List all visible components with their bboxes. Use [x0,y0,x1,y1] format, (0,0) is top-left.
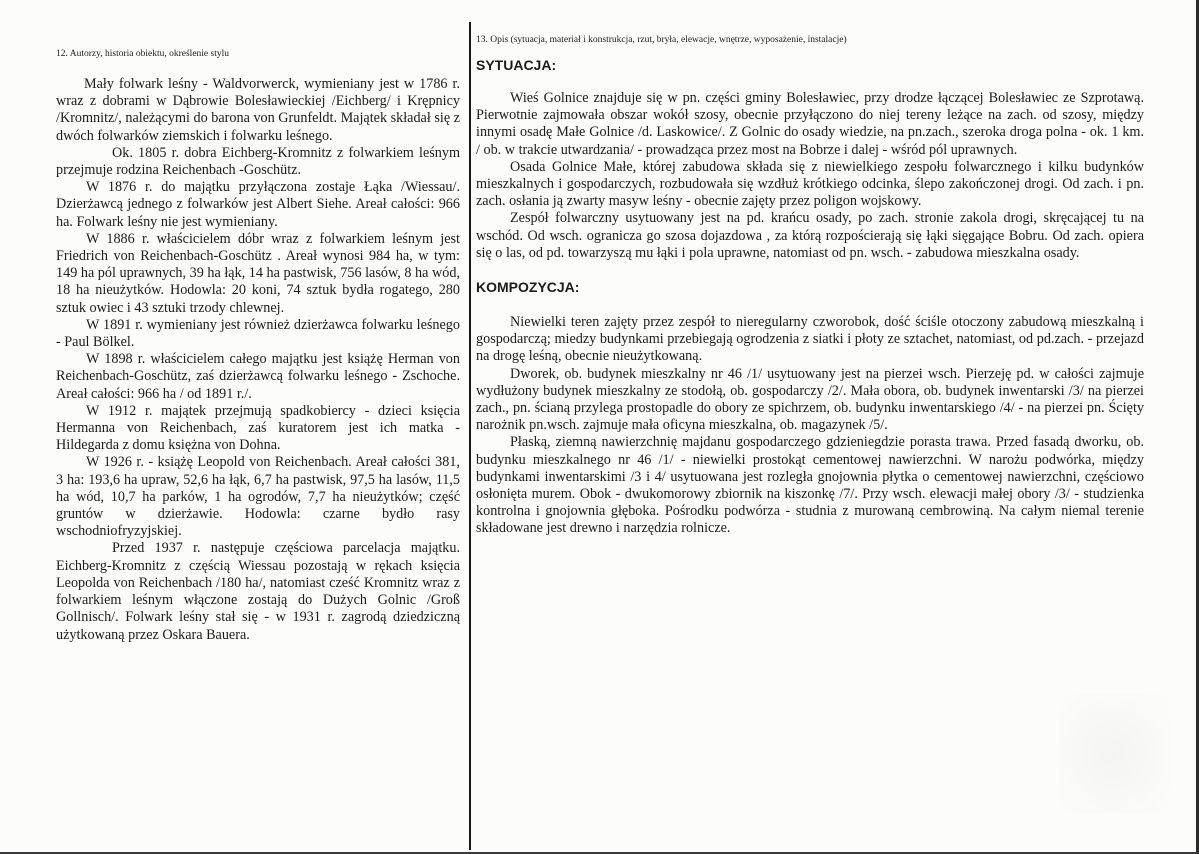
history-paragraph: Ok. 1805 r. dobra Eichberg-Kromnitz z folwarkiem leśnym przejmuje rodzina Reichenbach -Goschütz. [56,144,460,179]
sytuacja-paragraph: Zespół folwarczny usytuowany jest na pd. krańcu osady, po zach. stronie zakola drogi, skręcającej tu na wschód. Od wsch. ogranicza go szosa dojazdowa , za którą rozpościerają się łąki sięgające Bobru. Od zach. opiera się o las, od pd. towarzyszą mu łąki i pola uprawne, natomiast od pn. wsch. - zabudowa mieszkalna osady. [476,210,1144,261]
kompozycja-heading: KOMPOZYCJA: [476,279,580,296]
history-paragraph: W 1926 r. - książę Leopold von Reichenbach. Areał całości 381, 3 ha: 193,6 ha upraw, 52,6 ha łąk, 6,7 ha pastwisk, 97,5 ha lasów, 11,5 ha wód, 10,7 ha parków, 1 ha ogrodów, 7,7 ha nieużytków; część gruntów w dzierżawie. Hodowla: czarne bydło rasy wschodniofryzyjskiej. [56,454,460,540]
history-paragraph: Przed 1937 r. następuje częściowa parcelacja majątku. Eichberg-Kromnitz z częścią Wiessau pozostają w rękach księcia Leopolda von Reichenbach /180 ha/, natomiast cześć Kromnitz wraz z folwarkiem leśnym włączone zostają do Dużych Golnic /Groß Gollnisch/. Folwark leśny stał się - w 1931 r. zagrodą dziedziczną użytkowaną przez Oskara Bauera. [56,540,460,643]
section-12-header: 12. Autorzy, historia obiektu, określenie stylu [56,49,229,59]
section-13-header: 13. Opis (sytuacja, materiał i konstrukcja, rzut, bryła, elewacje, wnętrze, wyposażenie, instalacje) [476,35,847,45]
history-paragraph: W 1898 r. właścicielem całego majątku jest książę Herman von Reichenbach-Goschütz, zaś dzierżawcą folwarku leśnego - Zschoche. Areał całości: 966 ha / od 1891 r./. [56,351,460,402]
kompozycja-paragraph: Dworek, ob. budynek mieszkalny nr 46 /1/ usytuowany jest na pierzei wsch. Pierzeję pd. w całości zajmuje wydłużony budynek mieszkalny ze stodołą, ob. gospodarczy /2/. Mała obora, ob. budynek inwentarski /3/ na pierzei zach., pn. ścianą przylega prostopadle do obory ze spichrzem, ob. budynku inwentarskiego /4/ - na pierzei pn. Ścięty narożnik pn.wsch. zajmuje mała oficyna mieszkalna, ob. magazynek /5/. [476,365,1144,434]
sytuacja-heading: SYTUACJA: [476,57,557,73]
sytuacja-paragraph: Osada Golnice Małe, której zabudowa składa się z niewielkiego zespołu folwarcznego i kilku budynków mieszkalnych i gospodarczych, rozbudowała się wzdłuż krótkiego odcinka, ślepo zakończonej drogi. Od zach. i pn. zach. osłania ją zwarty masyw leśny - obecnie zajęty przez poligon wojskowy. [476,158,1144,210]
sytuacja-paragraph: Wieś Golnice znajduje się w pn. części gminy Bolesławiec, przy drodze łączącej Bolesławiec ze Szprotawą. Pierwotnie zajmowała obszar wokół szosy, obecnie przyłączono do niej tereny leżące na zach. od szosy, między innymi osadę Małe Golnice /d. Laskowice/. Z Golnic do osady wiedzie, na pn.zach., szeroka droga polna - ok. 1 km. / ob. w trakcie utwardzania/ - prowadząca przez most na Bobrze i dalej - wśród pól uprawnych. [476,90,1144,158]
history-paragraph: W 1912 r. majątek przejmują spadkobiercy - dzieci księcia Hermanna von Reichenbach, zaś kuratorem jest ich matka - Hildegarda z domu księżna von Dohna. [56,402,460,454]
kompozycja-paragraph: Płaską, ziemną nawierzchnię majdanu gospodarczego gdzieniegdzie porasta trawa. Przed fasadą dworku, ob. budynku mieszkalnego nr 46 /1/ - niewielki prostokąt cementowej nawierzchni. W narożu podwórka, między budynkami inwentarskimi /3 i 4/ usytuowana jest rozległa gnojownia płytka o cementowej nawierzchni, częściowo osłonięta murem. Obok - dwukomorowy zbiornik na kiszonkę /7/. Przy wsch. elewacji małej obory /3/ - studzienka kontrolna i gnojownia głęboka. Pośrodku podwórza - studnia z murowaną cembrowiną. Na całym niemal terenie składowane jest drewno i narzędzia rolnicze. [476,434,1144,537]
column-divider [469,22,471,850]
history-paragraph: W 1876 r. do majątku przyłączona zostaje Łąka /Wiessau/. Dzierżawcą jednego z folwarków jest Albert Siehe. Areał całości: 966 ha. Folwark leśny nie jest wymieniany. [56,179,460,230]
history-paragraph: W 1886 r. właścicielem dóbr wraz z folwarkiem leśnym jest Friedrich von Reichenbach-Goschütz . Areał wynosi 984 ha, w tym: 149 ha pól uprawnych, 39 ha łąk, 14 ha pastwisk, 756 lasów, 8 ha wód, 18 ha nieużytków. Hodowla: 20 koni, 74 sztuk bydła rogatego, 280 sztuk owiec i 43 sztuki trzody chlewnej. [56,230,460,316]
history-paragraph: W 1891 r. wymieniany jest również dzierżawca folwarku leśnego - Paul Bölkel. [56,316,460,351]
scan-artifact [1059,694,1169,814]
history-paragraph: Mały folwark leśny - Waldvorwerck, wymieniany jest w 1786 r. wraz z dobrami w Dąbrowie Bolesławieckiej /Eichberg/ i Krępnicy /Kromnitz/, należącymi do barona von Grunfeldt. Majątek składał się z dwóch folwarków ziemskich i folwarku leśnego. [56,76,460,144]
kompozycja-paragraph: Niewielki teren zajęty przez zespół to nieregularny czworobok, dość ściśle otoczony zabudową mieszkalną i gospodarczą; miedzy budynkami przebiegają ogrodzenia z siatki i płoty ze sztachet, natomiast, od pd.zach. - przejazd na drogę leśną, obecnie nieużytkowaną. [476,314,1144,365]
left-column-history [56,48,460,644]
right-column-description [476,34,1144,538]
